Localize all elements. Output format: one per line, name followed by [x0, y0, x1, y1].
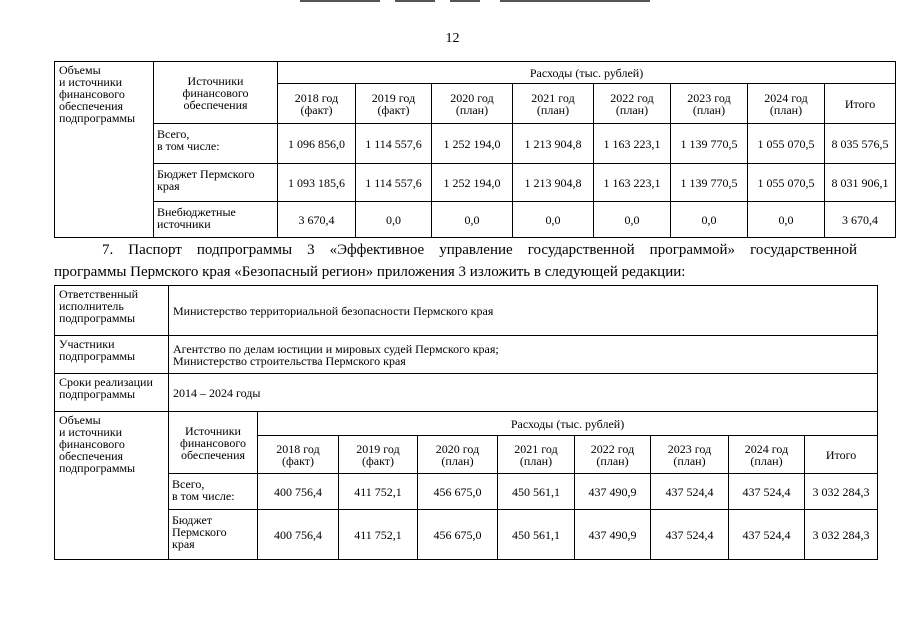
value-cell: 400 756,4	[258, 474, 339, 510]
value-cell: 456 675,0	[418, 510, 498, 560]
text-line: обеспечения	[180, 447, 246, 462]
year-header: 2023 год (план)	[651, 436, 729, 474]
text-line: края	[157, 179, 180, 193]
value-cell: 437 490,9	[575, 510, 651, 560]
value-cell: 1 055 070,5	[748, 164, 825, 202]
text-line: Бюджет Пермского	[157, 167, 255, 181]
participants-value	[169, 336, 878, 374]
text-line: в том числе:	[157, 139, 220, 153]
value-cell: 0,0	[356, 202, 432, 238]
year-header: 2021 год (план)	[513, 84, 594, 124]
table-row	[55, 124, 897, 164]
year-header: 2022 год (план)	[594, 84, 671, 124]
funding-table-1	[54, 61, 897, 238]
funding-section-label	[55, 62, 154, 238]
text-line: в том числе:	[172, 489, 235, 503]
text-line: обеспечения	[183, 97, 248, 112]
value-cell: 1 055 070,5	[748, 124, 825, 164]
value-cell: 1 139 770,5	[671, 164, 748, 202]
value-cell: 1 252 194,0	[432, 164, 513, 202]
row-label	[154, 202, 278, 238]
year-header: 2019 год (факт)	[339, 436, 418, 474]
text-line: и источники	[59, 75, 123, 89]
value-cell: 0,0	[671, 202, 748, 238]
year-header: 2024 год (план)	[729, 436, 805, 474]
text-line: Объемы	[59, 413, 101, 427]
years-header-row	[169, 436, 878, 474]
table-row	[169, 474, 878, 510]
total-header: Итого	[805, 436, 878, 474]
value-cell: 450 561,1	[498, 510, 575, 560]
text-line: Всего,	[157, 127, 190, 141]
text-line: Объемы	[59, 63, 101, 77]
funding-label	[55, 412, 169, 560]
year-header: 2022 год (план)	[575, 436, 651, 474]
total-cell: 8 031 906,1	[825, 164, 896, 202]
row-label	[154, 124, 278, 164]
year-header: 2020 год (план)	[418, 436, 498, 474]
total-cell: 3 032 284,3	[805, 474, 878, 510]
participants-label	[55, 336, 169, 374]
value-cell: 400 756,4	[258, 510, 339, 560]
page-number: 12	[445, 31, 460, 46]
text-line: Бюджет	[172, 513, 213, 527]
text-line: Ответственный	[59, 287, 139, 301]
value-cell: 1 096 856,0	[278, 124, 356, 164]
row-label	[169, 474, 258, 510]
text-line: Агентство по делам юстиции и мировых судей Пермского края;	[173, 341, 499, 356]
value-cell: 0,0	[513, 202, 594, 238]
text-line: источники	[157, 217, 211, 231]
text-line: обеспечения	[59, 449, 124, 463]
paragraph-line-1: 7. Паспорт подпрограммы 3 «Эффективное управление государственной программой» государственной	[102, 242, 857, 258]
value-cell: 1 163 223,1	[594, 124, 671, 164]
text-line: Министерство строительства Пермского края	[173, 353, 406, 368]
text-line: и источники	[59, 425, 123, 439]
text-line: подпрограммы	[59, 349, 136, 363]
sources-header	[154, 62, 278, 124]
total-cell: 8 035 576,5	[825, 124, 896, 164]
total-header: Итого	[825, 84, 896, 124]
expenses-header: Расходы (тыс. рублей)	[278, 62, 896, 84]
text-line: обеспечения	[59, 99, 124, 113]
text-line: Участники	[59, 337, 115, 351]
value-cell: 1 213 904,8	[513, 164, 594, 202]
year-header: 2020 год (план)	[432, 84, 513, 124]
text-line: подпрограммы	[59, 461, 136, 475]
value-cell: 437 524,4	[729, 474, 805, 510]
value-cell: 437 524,4	[729, 510, 805, 560]
text-line: Источники	[185, 423, 241, 438]
funding-table-2	[168, 411, 878, 560]
value-cell: 437 524,4	[651, 510, 729, 560]
year-header: 2024 год (план)	[748, 84, 825, 124]
row-label	[154, 164, 278, 202]
top-scan-edge	[0, 0, 905, 4]
text-line: Сроки реализации	[59, 375, 153, 389]
value-cell: 437 524,4	[651, 474, 729, 510]
value-cell: 0,0	[432, 202, 513, 238]
value-cell: 450 561,1	[498, 474, 575, 510]
value-cell: 1 114 557,6	[356, 164, 432, 202]
text-line: подпрограммы	[59, 387, 136, 401]
row-label	[169, 510, 258, 560]
expenses-header: Расходы (тыс. рублей)	[258, 412, 878, 436]
text-line: Всего,	[172, 477, 205, 491]
year-header: 2019 год (факт)	[356, 84, 432, 124]
paragraph-line-2: программы Пермского края «Безопасный регион» приложения 3 изложить в следующей редакции:	[54, 264, 686, 280]
text-line: Источники	[187, 73, 244, 88]
text-line: подпрограммы	[59, 311, 136, 325]
text-line: Пермского	[172, 525, 227, 539]
value-cell: 1 139 770,5	[671, 124, 748, 164]
passport-row-participants	[55, 336, 878, 374]
sources-header	[169, 412, 258, 474]
year-header: 2021 год (план)	[498, 436, 575, 474]
text-line: финансового	[182, 85, 249, 100]
text-line: финансового	[59, 87, 125, 101]
period-label	[55, 374, 169, 412]
table-row	[55, 202, 897, 238]
year-header: 2018 год (факт)	[278, 84, 356, 124]
total-cell: 3 670,4	[825, 202, 896, 238]
year-header: 2023 год (план)	[671, 84, 748, 124]
value-cell: 1 213 904,8	[513, 124, 594, 164]
amendment-paragraph	[54, 239, 857, 283]
value-cell: 456 675,0	[418, 474, 498, 510]
value-cell: 1 163 223,1	[594, 164, 671, 202]
value-cell: 437 490,9	[575, 474, 651, 510]
text-line: Внебюджетные	[157, 205, 236, 219]
text-line: подпрограммы	[59, 111, 136, 125]
year-header: 2018 год (факт)	[258, 436, 339, 474]
responsible-value: Министерство территориальной безопасности Пермского края	[169, 286, 878, 336]
table-row	[169, 510, 878, 560]
value-cell: 0,0	[594, 202, 671, 238]
text-line: финансового	[180, 435, 246, 450]
passport-row-responsible	[55, 286, 878, 336]
passport-row-period	[55, 374, 878, 412]
value-cell: 411 752,1	[339, 474, 418, 510]
value-cell: 411 752,1	[339, 510, 418, 560]
text-line: края	[172, 537, 195, 551]
value-cell: 1 252 194,0	[432, 124, 513, 164]
period-value: 2014 – 2024 годы	[169, 374, 878, 412]
value-cell: 1 114 557,6	[356, 124, 432, 164]
value-cell: 0,0	[748, 202, 825, 238]
value-cell: 3 670,4	[278, 202, 356, 238]
text-line: исполнитель	[59, 299, 124, 313]
total-cell: 3 032 284,3	[805, 510, 878, 560]
text-line: финансового	[59, 437, 125, 451]
responsible-label	[55, 286, 169, 336]
table-row	[55, 164, 897, 202]
value-cell: 1 093 185,6	[278, 164, 356, 202]
